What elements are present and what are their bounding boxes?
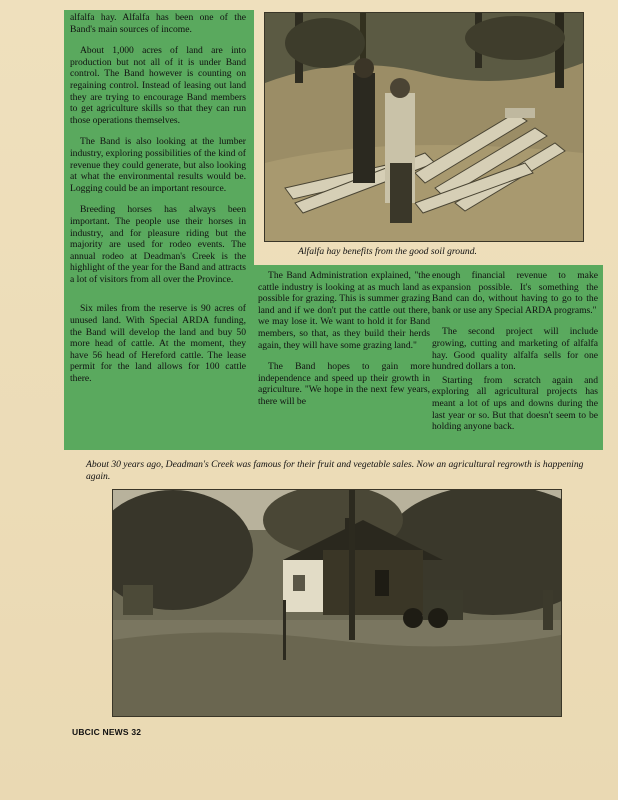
col1-paragraph-1: alfalfa hay. Alfalfa has been one of the Band's main sources of income. <box>70 12 246 35</box>
col3-paragraph-3: Starting from scratch again and exploring all agricultural projects has meant a lot of ups and downs during the last year or so. But that doesn't seem to be holding anyone back. <box>432 374 598 433</box>
col1-paragraph-4: Breeding horses has always been important. The people use their horses in industry, and for pleasure riding but the majority are used for rodeo events. The annual rodeo at Deadman's Creek is the highlight of the year for the Band and attracts a lot of visitors from all over the Province. <box>70 204 246 285</box>
col3-paragraph-1: enough financial revenue to make expansion possible. It's something the Band can do, without having to go to the bank or use any Special ARDA programs." <box>432 270 598 316</box>
page-footer: UBCIC NEWS 32 <box>72 727 142 737</box>
photo1-caption: Alfalfa hay benefits from the good soil ground. <box>298 246 477 257</box>
article-column-2 <box>258 270 430 418</box>
article-column-3 <box>432 270 598 443</box>
pipes-photo-image <box>265 13 583 241</box>
col2-paragraph-1: The Band Administration explained, "the cattle industry is looking at as much land as possible for grazing. This is summer grazing land and if we don't put the cattle out there, we may lose it. We want to hold it for Band members, so that, as they build their herds again, they will have some grazing land." <box>258 270 430 351</box>
house-photo-image <box>113 490 561 716</box>
col2-paragraph-2: The Band hopes to gain more independence and speed up their growth in agriculture. "We hope in the next few years, there will be <box>258 361 430 407</box>
article-column-1 <box>70 12 246 395</box>
old-house-photo <box>112 489 562 717</box>
col1-paragraph-5: Six miles from the reserve is 90 acres of unused land. With Special ARDA funding, the Band will develop the land and buy 50 more head of cattle. At the moment, they have 56 head of Hereford cattle. The lease permit for the land allows for 100 cattle there. <box>70 303 246 385</box>
col1-paragraph-3: The Band is also looking at the lumber industry, exploring possibilities of the kind of revenue they could generate, but also looking at what the environmental results would be. Logging could be an important resource. <box>70 136 246 194</box>
col3-paragraph-2: The second project will include growing, cutting and marketing of alfalfa hay. Good quality alfalfa sells for one hundred dollars a ton. <box>432 326 598 373</box>
alfalfa-pipes-photo <box>264 12 584 242</box>
photo2-caption: About 30 years ago, Deadman's Creek was famous for their fruit and vegetable sales. Now an agricultural regrowth is happening again. <box>86 459 584 482</box>
col1-paragraph-2: About 1,000 acres of land are into production but not all of it is under Band control. The Band however is counting on regaining control. Instead of leasing out land they are trying to encourage Band members to get agriculture skills so that they can run those operations themselves. <box>70 45 246 126</box>
